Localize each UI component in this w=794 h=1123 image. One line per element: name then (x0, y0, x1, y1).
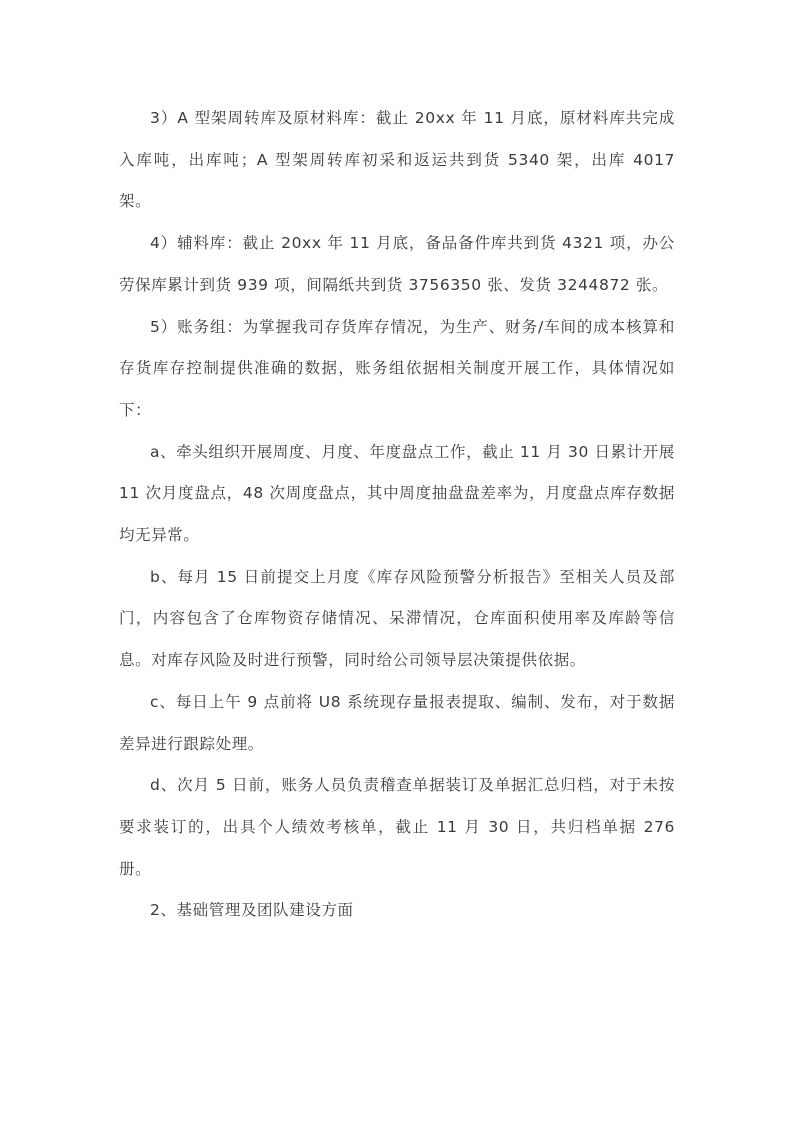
document-body (119, 98, 675, 932)
paragraph-item-a-inventory-counts: a、牵头组织开展周度、月度、年度盘点工作，截止 11 月 30 日累计开展 11 次月度盘点，48 次周度盘点，其中周度抽盘盘差率为，月度盘点库存数据均无异常。 (119, 442, 675, 545)
paragraph-item-d-document-filing: d、次月 5 日前，账务人员负责稽查单据装订及单据汇总归档，对于未按要求装订的，出具个人绩效考核单，截止 11 月 30 日，共归档单据 276 册。 (119, 776, 675, 878)
paragraph-item-c-u8-report: c、每日上午 9 点前将 U8 系统现存量报表提取、编制、发布，对于数据差异进行跟踪处理。 (119, 692, 675, 753)
section-heading-basic-management: 2、基础管理及团队建设方面 (150, 901, 354, 920)
paragraph-a-frame-and-raw-material-warehouse: 3）A 型架周转库及原材料库：截止 20xx 年 11 月底，原材料库共完成入库吨，出库吨；A 型架周转库初采和返运共到货 5340 架，出库 4017 架。 (119, 109, 675, 211)
paragraph-item-b-risk-report: b、每月 15 日前提交上月度《库存风险预警分析报告》至相关人员及部门，内容包含了仓库物资存储情况、呆滞情况，仓库面积使用率及库龄等信息。对库存风险及时进行预警，同时给公司领导层决策提供依据。 (119, 567, 675, 670)
paragraph-accounting-group: 5）账务组：为掌握我司存货库存情况，为生产、财务/车间的成本核算和存货库存控制提供准确的数据，账务组依据相关制度开展工作，具体情况如下： (119, 317, 675, 419)
paragraph-auxiliary-material-warehouse: 4）辅料库：截止 20xx 年 11 月底，备品备件库共到货 4321 项，办公劳保库累计到货 939 项，间隔纸共到货 3756350 张、发货 3244872 张。 (119, 234, 675, 294)
